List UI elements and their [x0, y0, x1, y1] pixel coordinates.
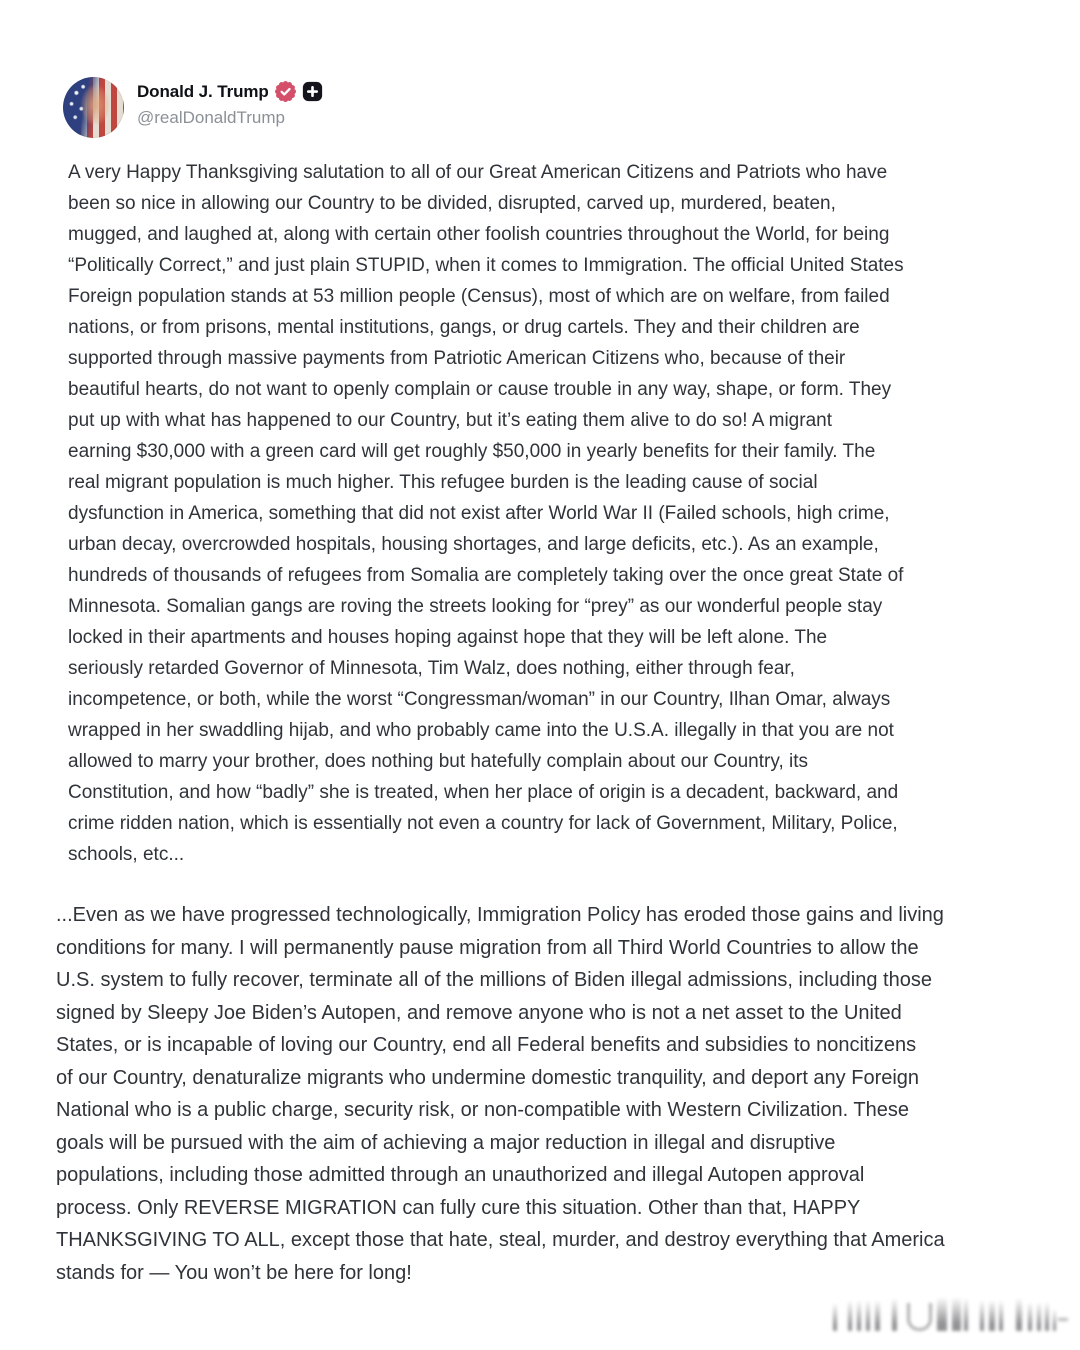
text-line: U.S. system to fully recover, terminate all of the millions of Biden illegal admissions, including those	[56, 969, 932, 991]
text-line: seriously retarded Governor of Minnesota, Tim Walz, does nothing, either through fear,	[68, 658, 795, 679]
text-line: goals will be pursued with the aim of achieving a major reduction in illegal and disruptive	[56, 1131, 836, 1154]
text-line: mugged, and laughed at, along with certain other foolish countries throughout the World, for being	[68, 224, 890, 245]
text-line: schools, etc...	[68, 844, 185, 865]
author-row	[137, 81, 323, 102]
truth-plus-icon	[302, 81, 323, 102]
text-line: allowed to marry your brother, does nothing but hatefully complain about our Country, its	[68, 751, 808, 772]
text-line: “Politically Correct,” and just plain STUPID, when it comes to Immigration. The official United States	[68, 255, 904, 276]
text-line: hundreds of thousands of refugees from Somalia are completely taking over the once great State of	[68, 565, 904, 586]
text-line: stands for — You won’t be here for long!	[56, 1261, 412, 1284]
watermark-bar	[857, 1300, 861, 1331]
text-line: A very Happy Thanksgiving salutation to all of our Great American Citizens and Patriots who have	[68, 162, 888, 183]
watermark-bar	[1037, 1302, 1041, 1331]
text-line: signed by Sleepy Joe Biden’s Autopen, and remove anyone who is not a net asset to the United	[56, 1001, 902, 1024]
text-line: beautiful hearts, do not want to openly complain or cause trouble in any way, shape, or form. They	[68, 379, 892, 400]
avatar[interactable]	[63, 77, 124, 138]
text-line: supported through massive payments from Patriotic American Citizens who, because of their	[68, 348, 846, 369]
text-line: put up with what has happened to our Country, but it’s eating them alive to do so! A migrant	[68, 410, 832, 431]
text-line: National who is a public charge, security risk, or non-compatible with Western Civilization. These	[56, 1099, 909, 1121]
text-line: conditions for many. I will permanently pause migration from all Third World Countries to allow the	[56, 936, 919, 959]
text-line: dysfunction in America, something that did not exist after World War II (Failed schools, high crime,	[68, 503, 890, 524]
watermark-bar	[1016, 1298, 1022, 1331]
text-line: locked in their apartments and houses hoping against hope that they will be left alone. The	[68, 627, 828, 648]
text-line: earning $30,000 with a green card will get roughly $50,000 in yearly benefits for their family. The	[68, 441, 876, 462]
text-line: been so nice in allowing our Country to be divided, disrupted, carved up, murdered, beaten,	[68, 193, 836, 214]
text-line: ...Even as we have progressed technologically, Immigration Policy has eroded those gains and living	[56, 904, 944, 926]
watermark-bar	[999, 1300, 1003, 1331]
watermark-bar	[1028, 1302, 1032, 1331]
text-line: Constitution, and how “badly” she is treated, when her place of origin is a decadent, backward, and	[68, 782, 899, 803]
watermark	[833, 1291, 1068, 1331]
text-line: Minnesota. Somalian gangs are roving the streets looking for “prey” as our wonderful people stay	[68, 596, 883, 617]
watermark-bar	[937, 1297, 947, 1331]
watermark-bar	[848, 1300, 852, 1331]
watermark-bar	[989, 1300, 995, 1331]
text-line: crime ridden nation, which is essentially not even a country for lack of Government, Military, Police,	[68, 813, 898, 834]
text-line: Foreign population stands at 53 million people (Census), most of which are on welfare, from failed	[68, 286, 890, 307]
text-line: wrapped in her swaddling hijab, and who probably came into the U.S.A. illegally in that you are not	[68, 720, 894, 741]
text-line: THANKSGIVING TO ALL, except those that hate, steal, murder, and destroy everything that America	[56, 1229, 945, 1251]
watermark-bar	[980, 1300, 984, 1331]
text-line: States, or is incapable of loving our Country, end all Federal benefits and subsidies to noncitizens	[56, 1034, 917, 1056]
watermark-bar	[952, 1297, 961, 1331]
watermark-bar	[833, 1303, 837, 1331]
watermark-dash	[1058, 1318, 1068, 1321]
text-line: process. Only REVERSE MIGRATION can fully cure this situation. Other than that, HAPPY	[56, 1196, 861, 1219]
watermark-bar	[1045, 1302, 1049, 1331]
text-line: incompetence, or both, while the worst “Congressman/woman” in our Country, Ilhan Omar, always	[68, 689, 891, 710]
text-line: of our Country, denaturalize migrants who undermine domestic tranquility, and deport any Foreign	[56, 1066, 920, 1089]
text-line: real migrant population is much higher. This refugee burden is the leading cause of social	[68, 472, 818, 493]
watermark-bar	[875, 1300, 880, 1331]
author-name[interactable]: Donald J. Trump	[137, 81, 269, 101]
author-handle[interactable]: @realDonaldTrump	[137, 108, 285, 127]
watermark-u-mark	[907, 1303, 932, 1331]
text-line: nations, or from prisons, mental institutions, gangs, or drug cartels. They and their children are	[68, 317, 860, 338]
post-paragraph-1	[68, 157, 1018, 870]
watermark-bar	[964, 1298, 968, 1331]
author-block	[137, 77, 323, 128]
post-paragraph-2	[56, 899, 1051, 1289]
watermark-bar	[1053, 1309, 1056, 1331]
watermark-bar	[866, 1300, 870, 1331]
verified-check-icon	[275, 81, 296, 102]
post-header	[63, 77, 323, 138]
text-line: populations, including those admitted through an unauthorized and illegal Autopen approval	[56, 1164, 865, 1186]
watermark-bar	[892, 1298, 897, 1331]
text-line: urban decay, overcrowded hospitals, housing shortages, and large deficits, etc.). As an example,	[68, 534, 879, 555]
